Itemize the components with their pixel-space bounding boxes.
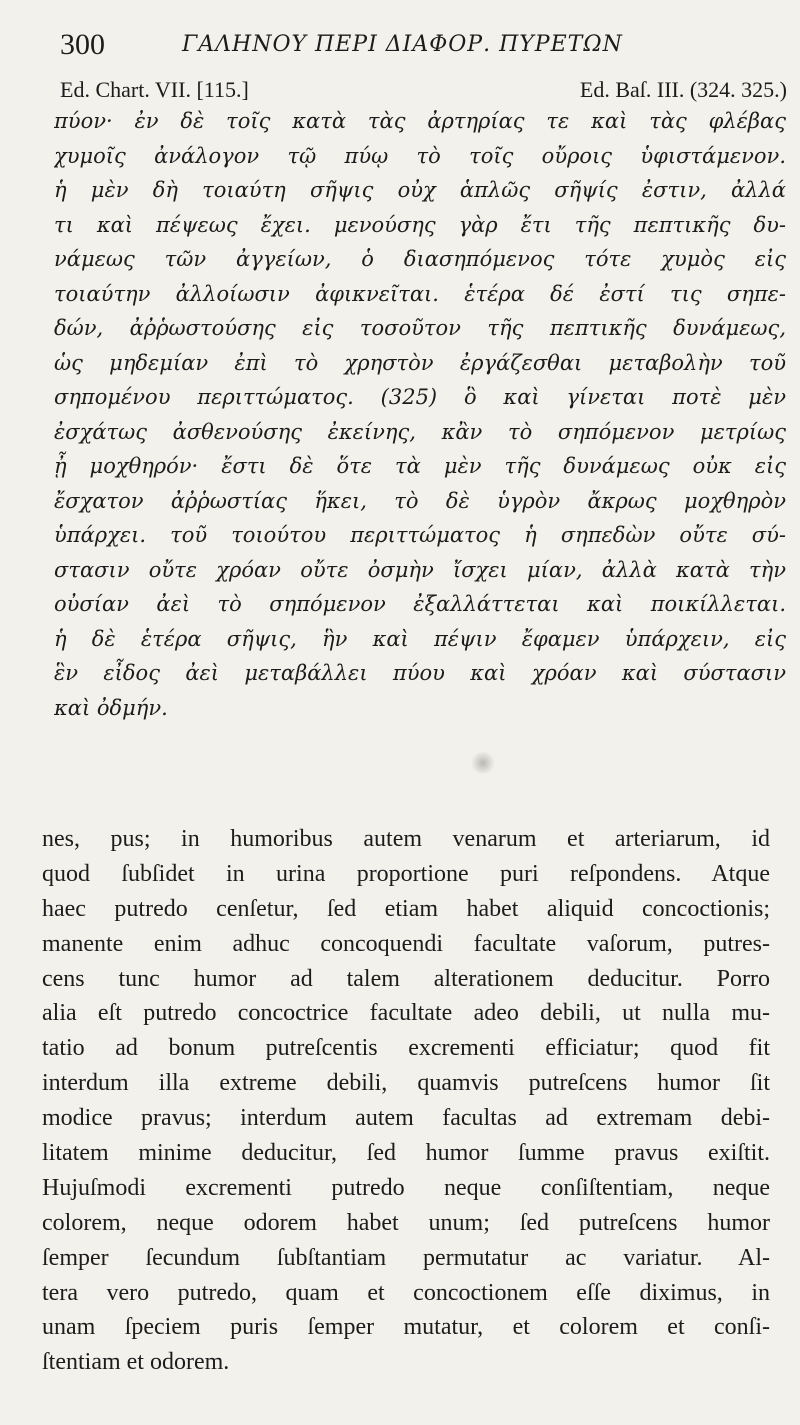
greek-text-line: ἡ δὲ ἑτέρα σῆψις, ἣν καὶ πέψιν ἔφαμεν ὑπάρχειν, εἰς	[54, 626, 786, 651]
page-number: 300	[60, 28, 105, 61]
greek-text-line: νάμεως τῶν ἀγγείων, ὁ διασηπόμενος τότε χυμὸς εἰς	[54, 247, 786, 271]
greek-text-line: καὶ ὀδμήν.	[54, 695, 168, 720]
latin-text-line: ſemper ſecundum ſubſtantiam permutatur ac variatur. Al-	[42, 1244, 770, 1271]
ink-smudge	[470, 752, 496, 774]
latin-text-line: interdum illa extreme debili, quamvis putreſcens humor ſit	[42, 1070, 770, 1097]
latin-text-line: modice pravus; interdum autem facultas ad extremam debi-	[42, 1105, 770, 1132]
latin-translation-block	[42, 822, 770, 1380]
greek-text-line: δών, ἀῤῥωστούσης εἰς τοσοῦτον τῆς πεπτικῆς δυνάμεως,	[54, 316, 786, 340]
latin-text-line: haec putredo cenſetur, ſed etiam habet aliquid concoctionis;	[42, 895, 770, 922]
latin-text-line: colorem, neque odorem habet unum; ſed putreſcens humor	[42, 1209, 770, 1236]
latin-text-line: quod ſubſidet in urina proportione puri reſpondens. Atque	[42, 860, 770, 887]
greek-text-line: τοιαύτην ἀλλοίωσιν ἀφικνεῖται. ἑτέρα δέ ἐστί τις σηπε-	[54, 281, 786, 306]
latin-text-line: Hujuſmodi excrementi putredo neque conſiſtentiam, neque	[42, 1174, 770, 1201]
latin-text-line: cens tunc humor ad talem alterationem deducitur. Porro	[42, 965, 770, 992]
greek-text-line: ἐσχάτως ἀσθενούσης ἐκείνης, κἂν τὸ σηπόμενον μετρίως	[54, 419, 786, 444]
greek-text-line: χυμοῖς ἀνάλογον τῷ πύῳ τὸ τοῖς οὔροις ὑφιστάμενον.	[54, 143, 786, 168]
latin-text-line: alia eſt putredo concoctrice facultate adeo debili, ut nulla mu-	[42, 1000, 770, 1027]
greek-text-line: ᾖ μοχθηρόν· ἔστι δὲ ὅτε τὰ μὲν τῆς δυνάμεως οὐκ εἰς	[54, 454, 786, 478]
latin-text-line: manente enim adhuc concoquendi facultate vaſorum, putres-	[42, 930, 770, 957]
greek-text-line: ἔσχατον ἀῤῥωστίας ἥκει, τὸ δὲ ὑγρὸν ἄκρως μοχθηρὸν	[54, 488, 786, 513]
edition-basel-reference: Ed. Baſ. III. (324. 325.)	[579, 77, 787, 102]
running-title: ΓΑΛΗΝΟΥ ΠΕΡΙ ΔΙΑΦΟΡ. ΠΥΡΕΤΩΝ	[182, 32, 623, 57]
running-head	[60, 28, 780, 62]
edition-references	[60, 76, 787, 106]
latin-text-line: unam ſpeciem puris ſemper mutatur, et colorem et conſi-	[42, 1314, 770, 1341]
greek-text-line: τι καὶ πέψεως ἔχει. μενούσης γὰρ ἔτι τῆς πεπτικῆς δυ-	[54, 212, 786, 237]
latin-text-line: tatio ad bonum putreſcentis excrementi efficiatur; quod fit	[42, 1035, 770, 1062]
greek-text-line: σηπομένου περιττώματος. (325) ὃ καὶ γίνεται ποτὲ μὲν	[54, 385, 786, 409]
greek-text-line: πύον· ἐν δὲ τοῖς κατὰ τὰς ἀρτηρίας τε καὶ τὰς φλέβας	[54, 109, 786, 133]
greek-text-line: ὑπάρχει. τοῦ τοιούτου περιττώματος ἡ σηπεδὼν οὔτε σύ-	[54, 523, 786, 547]
greek-text-line: στασιν οὔτε χρόαν οὔτε ὀσμὴν ἴσχει μίαν, ἀλλὰ κατὰ τὴν	[54, 557, 786, 582]
latin-text-line: tera vero putredo, quam et concoctionem eſſe diximus, in	[42, 1279, 770, 1306]
greek-text-line: ἓν εἶδος ἀεὶ μεταβάλλει πύου καὶ χρόαν καὶ σύστασιν	[54, 661, 786, 685]
edition-chart-reference: Ed. Chart. VII. [115.]	[60, 77, 249, 102]
latin-text-line: ſtentiam et odorem.	[42, 1349, 230, 1376]
latin-text-line: nes, pus; in humoribus autem venarum et arteriarum, id	[42, 826, 770, 852]
greek-text-line: ὡς μηδεμίαν ἐπὶ τὸ χρηστὸν ἐργάζεσθαι μεταβολὴν τοῦ	[54, 350, 786, 375]
greek-text-line: ἡ μὲν δὴ τοιαύτη σῆψις οὐχ ἁπλῶς σῆψίς ἐστιν, ἀλλά	[54, 178, 786, 202]
greek-text-block	[54, 104, 786, 725]
greek-text-line: οὐσίαν ἀεὶ τὸ σηπόμενον ἐξαλλάττεται καὶ ποικίλλεται.	[54, 592, 786, 616]
latin-text-line: litatem minime deducitur, ſed humor ſumme pravus exiſtit.	[42, 1140, 770, 1167]
